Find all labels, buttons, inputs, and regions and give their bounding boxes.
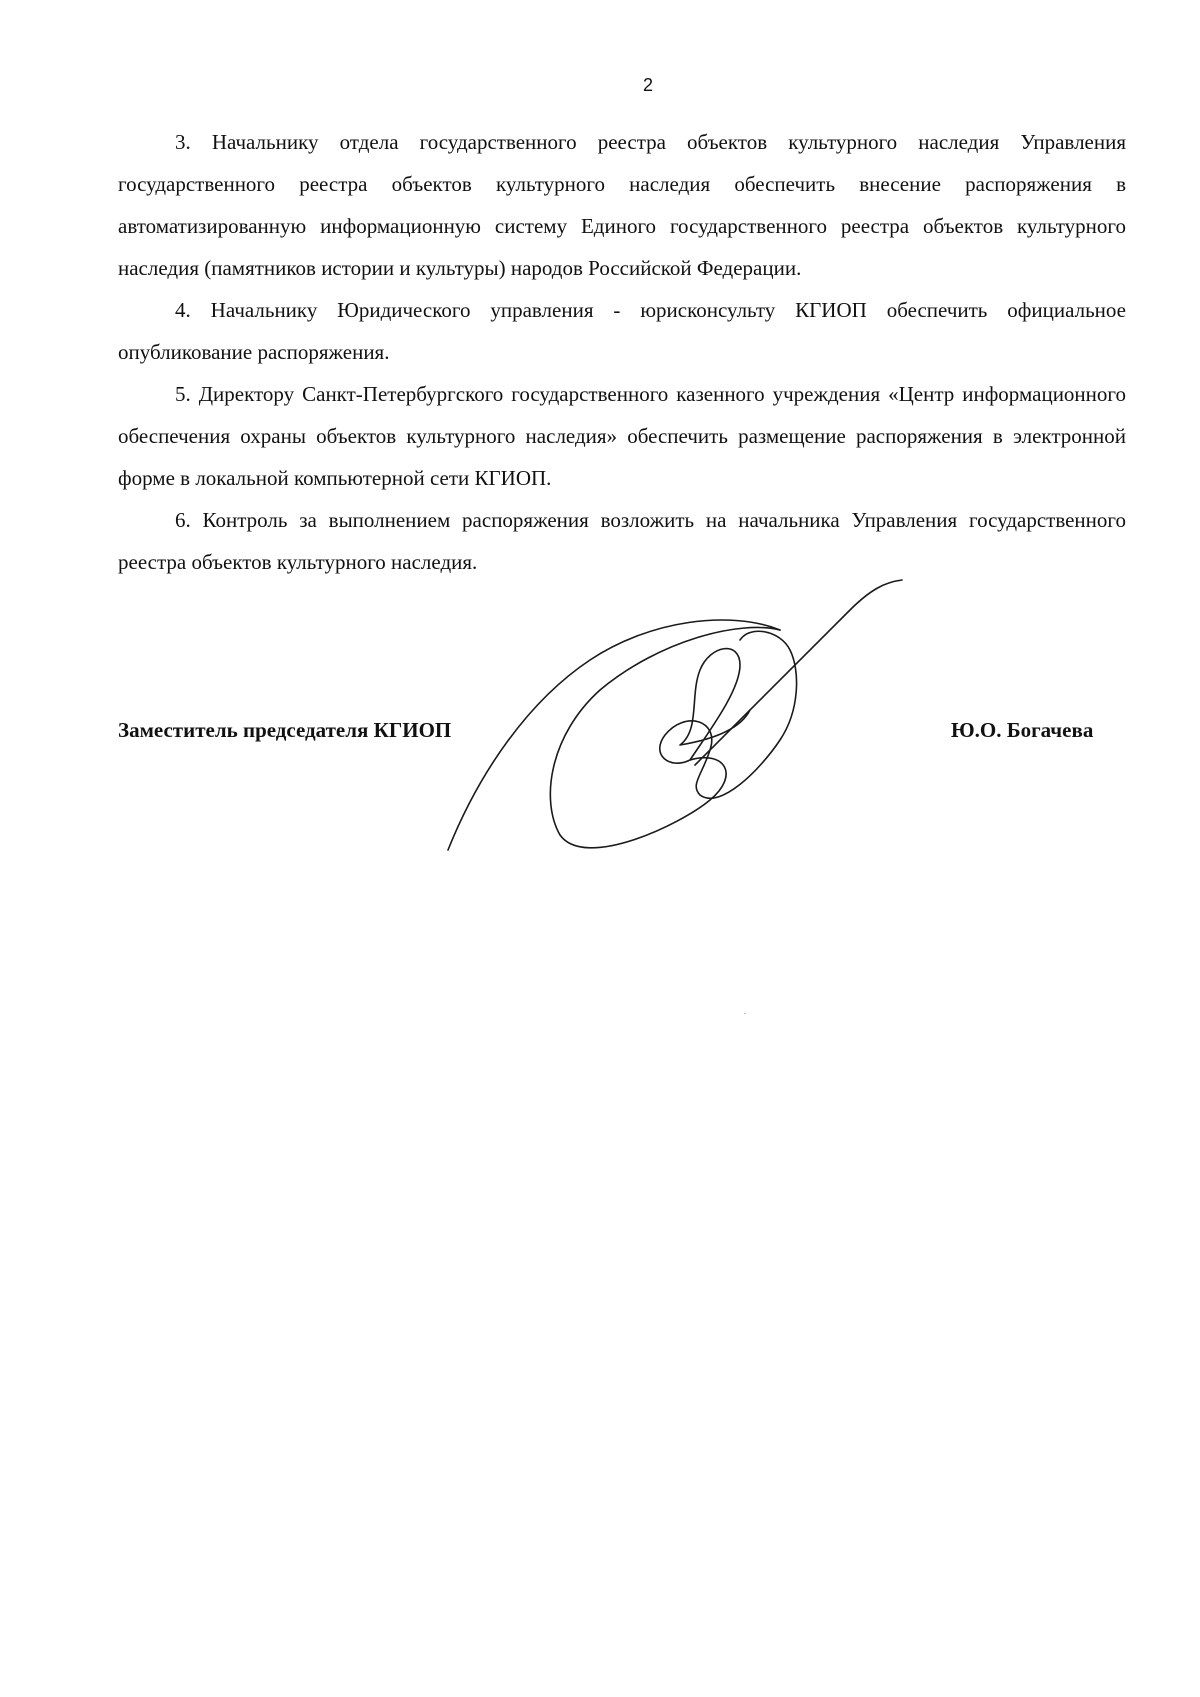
paragraph-5-number: 5. xyxy=(175,382,191,406)
paragraph-4 xyxy=(118,289,1126,373)
paragraph-3-text: Начальнику отдела государственного реестра объектов культурного наследия Управления государственного реестра объектов культурного наследия обеспечить внесение распоряжения в автоматизированную информационную систему Единого государственного реестра объектов культурного наследия (памятников истории и культуры) народов Российской Федерации. xyxy=(118,130,1127,280)
handwritten-signature xyxy=(440,570,960,860)
signatory-position: Заместитель председателя КГИОП xyxy=(118,718,452,742)
page-number: 2 xyxy=(642,75,653,95)
paragraph-5-text: Директору Санкт-Петербургского государственного казенного учреждения «Центр информационного обеспечения охраны объектов культурного наследия» обеспечить размещение распоряжения в электронной форме в локальной компьютерной сети КГИОП. xyxy=(118,382,1127,490)
paragraph-3-number: 3. xyxy=(175,130,191,154)
signatory-name: Ю.О. Богачева xyxy=(951,718,1094,742)
scan-speck xyxy=(744,1013,746,1014)
paragraph-6-number: 6. xyxy=(175,508,191,532)
paragraph-3 xyxy=(118,121,1126,289)
document-body xyxy=(118,121,1126,583)
paragraph-5 xyxy=(118,373,1126,499)
paragraph-4-number: 4. xyxy=(175,298,191,322)
paragraph-4-text: Начальнику Юридического управления - юрисконсульту КГИОП обеспечить официальное опубликование распоряжения. xyxy=(118,298,1126,364)
paragraph-6 xyxy=(118,499,1126,583)
paragraph-6-text: Контроль за выполнением распоряжения возложить на начальника Управления государственного реестра объектов культурного наследия. xyxy=(118,508,1127,574)
